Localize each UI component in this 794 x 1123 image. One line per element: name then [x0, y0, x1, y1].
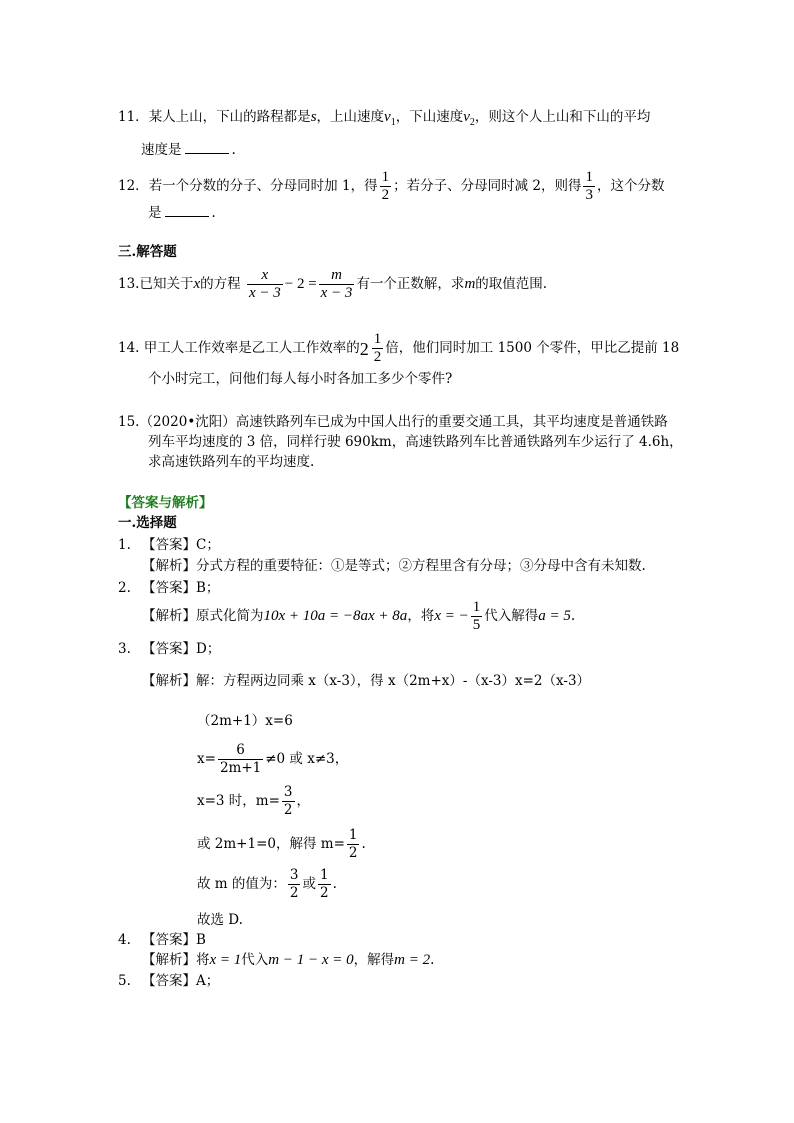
mixed-number: 2 $\frac{1}{2}$	[359, 331, 382, 365]
question-number: 13.	[118, 276, 140, 292]
answer-number: 3.	[118, 641, 131, 657]
punctuation: .	[231, 142, 236, 158]
solution-step-3	[197, 783, 310, 819]
fraction-6-over-2m-plus-1: $\frac{6}{2m+1}$	[219, 742, 262, 776]
math-equation: x = 1	[209, 952, 242, 968]
fraction-half: $\frac{1}{2}$	[381, 169, 390, 203]
question-text: ；若分子、分母同时减 2，则得	[393, 178, 582, 194]
answer-number: 1.	[118, 537, 131, 553]
answer-value: 【答案】A；	[142, 973, 220, 989]
answer-value: 【答案】B；	[142, 580, 220, 596]
question-number: 12．	[118, 178, 149, 194]
step-text: 故 m 的值为：	[197, 876, 286, 892]
step-text: .	[332, 876, 337, 892]
solution-step-4	[197, 826, 366, 862]
section-heading-choice: 一.选择题	[118, 515, 177, 531]
answer-2	[118, 579, 219, 597]
fraction-one-fifth: $\frac{1}{5}$	[472, 599, 481, 633]
explanation-label: 【解析】原式化简为	[142, 608, 264, 624]
math-v2: $v_2$	[463, 109, 475, 128]
answer-5	[118, 972, 219, 990]
answer-value: 【答案】B	[142, 932, 206, 948]
solution-step-1: （2m+1）x=6	[197, 713, 293, 729]
question-text: 甲工人工作效率是乙工人工作效率的	[143, 340, 360, 356]
math-v1: $v_1$	[384, 109, 396, 128]
math-variable: x	[193, 276, 201, 292]
math-operator: − 2 =	[284, 276, 317, 292]
math-equation: m = 2	[394, 952, 431, 968]
explanation-text: 代入解得	[484, 608, 539, 624]
answers-title: 【答案与解析】	[118, 495, 213, 511]
math-equation: a = 5	[538, 608, 571, 624]
explanation-text: ，将	[407, 608, 435, 624]
explanation-2	[142, 598, 575, 634]
question-text: 某人上山，下山的路程都是	[148, 109, 311, 125]
explanation-4	[142, 951, 434, 969]
question-text: 的方程	[200, 276, 241, 292]
explanation-3: 【解析】解：方程两边同乘 x（x-3），得 x（2m+x）-（x-3）x=2（x-3）	[142, 673, 591, 689]
question-14-line2: 个小时完工，问他们每人每小时各加工多少个零件?	[148, 371, 453, 387]
question-11-line2	[141, 141, 236, 159]
question-12-line1	[118, 168, 664, 204]
fraction-1-over-2: $\frac{1}{2}$	[348, 827, 358, 861]
fraction-1-over-2: $\frac{1}{2}$	[319, 867, 329, 901]
question-number: 11．	[118, 109, 149, 125]
punctuation: .	[570, 608, 576, 624]
punctuation: .	[211, 205, 216, 221]
answer-value: 【答案】D；	[142, 641, 221, 657]
answer-number: 5.	[118, 973, 131, 989]
answer-4	[118, 931, 206, 949]
question-text: ，则这个人上山和下山的平均	[474, 109, 651, 125]
answer-value: 【答案】C；	[142, 537, 220, 553]
math-equation: x = −	[434, 608, 469, 624]
fraction-3-over-2: $\frac{3}{2}$	[289, 867, 299, 901]
explanation-label: 【解析】将	[142, 952, 210, 968]
step-text: x=3 时，m=	[197, 793, 280, 809]
fraction-3-over-2: $\frac{3}{2}$	[283, 784, 293, 818]
explanation-1: 【解析】分式方程的重要特征：①是等式；②方程里含有分母；③分母中含有未知数.	[142, 558, 646, 574]
explanation-text: ，解得	[353, 952, 395, 968]
question-14-line1	[118, 330, 679, 367]
math-equation: m − 1 − x = 0	[268, 952, 354, 968]
question-text: ，上山速度	[316, 109, 385, 125]
question-text: 速度是	[141, 142, 182, 158]
math-variable: m	[464, 276, 476, 292]
fraction-x-over-x-minus-3: $\frac{x}{x - 3}$	[248, 267, 281, 301]
solution-step-2	[197, 741, 348, 777]
answer-blank	[165, 204, 209, 217]
question-text: 是	[148, 205, 162, 221]
question-15-line2: 列车平均速度的 3 倍，同样行驶 690km，高速铁路列车比普通铁路列车少运行了 4.6h，	[148, 434, 683, 450]
section-heading-solve: 三.解答题	[118, 244, 177, 260]
step-text: 或 2m+1=0，解得 m=	[197, 836, 345, 852]
question-number: 14.	[118, 340, 140, 356]
solution-step-6: 故选 D.	[197, 912, 243, 928]
answer-blank	[185, 141, 229, 154]
question-text: 有一个正数解，求	[356, 276, 465, 292]
question-13	[118, 266, 547, 302]
step-text: ≠0 或 x≠3，	[265, 751, 349, 767]
question-15-line3: 求高速铁路列车的平均速度.	[148, 454, 315, 470]
explanation-text: 代入	[241, 952, 269, 968]
punctuation: .	[430, 952, 435, 968]
answer-3	[118, 640, 220, 658]
answer-number: 4.	[118, 932, 131, 948]
step-text: ，	[296, 793, 311, 809]
question-text: 的取值范围.	[475, 276, 548, 292]
answer-number: 2.	[118, 580, 131, 596]
fraction-m-over-x-minus-3: $\frac{m}{x - 3}$	[320, 267, 353, 301]
question-15-line1: 15.（2020•沈阳）高速铁路列车已成为中国人出行的重要交通工具，其平均速度是普通铁路	[118, 414, 668, 430]
step-text: 或	[302, 876, 316, 892]
solution-step-5	[197, 866, 337, 902]
question-text: ，这个分数	[596, 178, 665, 194]
step-text: x=	[197, 751, 216, 767]
question-text: ，下山速度	[395, 109, 464, 125]
question-text: 倍，他们同时加工 1500 个零件，甲比乙提前 18	[385, 340, 680, 356]
question-12-line2	[148, 204, 216, 222]
step-text: .	[361, 836, 366, 852]
answer-1	[118, 536, 220, 554]
question-text: 若一个分数的分子、分母同时加 1，得	[148, 178, 378, 194]
math-variable: s	[310, 109, 317, 125]
question-text: 已知关于	[139, 276, 194, 292]
question-11-line1	[118, 108, 650, 132]
math-equation: 10x + 10a = −8ax + 8a	[263, 608, 408, 624]
fraction-third: $\frac{1}{3}$	[585, 169, 593, 203]
